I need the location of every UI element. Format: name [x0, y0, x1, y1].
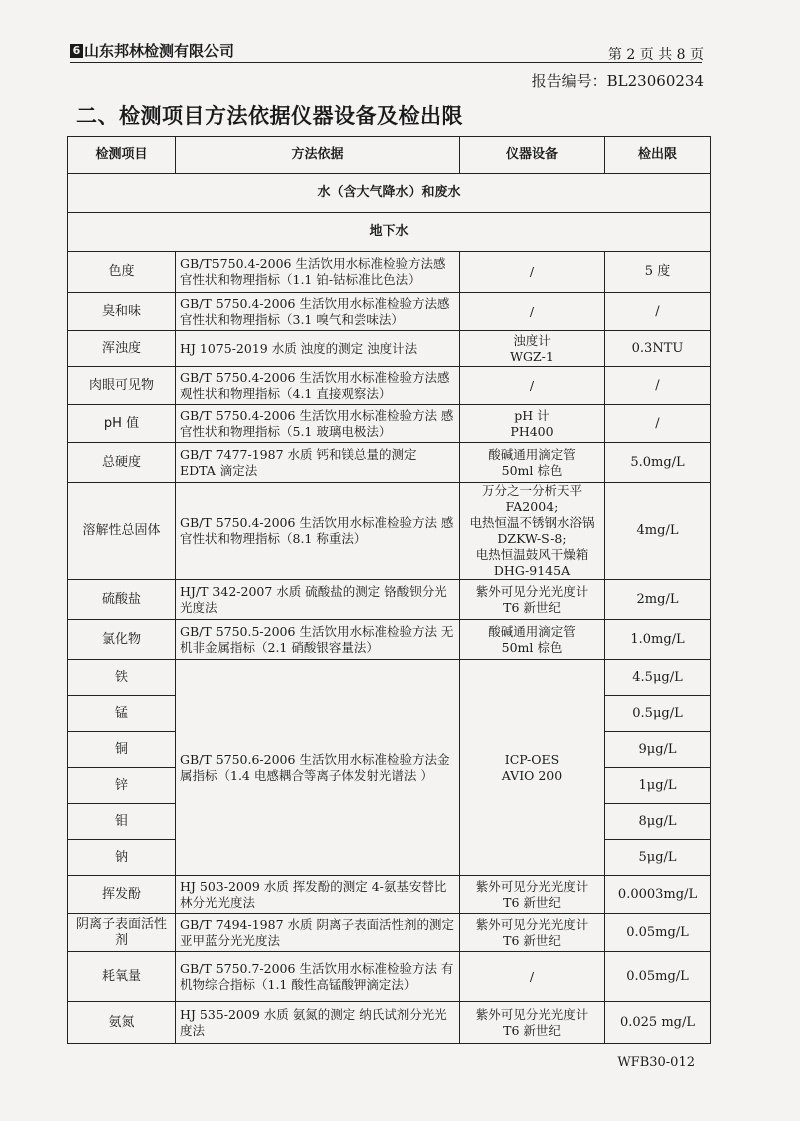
page-indicator: 第 2 页 共 8 页 — [607, 47, 704, 63]
table-row — [68, 367, 711, 405]
category-label: 水（含大气降水）和废水 — [68, 174, 711, 213]
table-row — [68, 331, 711, 367]
item-name: 锰 — [68, 696, 176, 732]
item-name: 阴离子表面活性剂 — [68, 914, 176, 952]
detection-limit: 4.5μg/L — [605, 660, 711, 696]
instrument: / — [460, 293, 605, 331]
detection-limit: 1μg/L — [605, 768, 711, 804]
item-name: pH 值 — [68, 405, 176, 443]
item-name: 硫酸盐 — [68, 580, 176, 620]
table-row — [68, 660, 711, 696]
detection-limit: 0.025 mg/L — [605, 1002, 711, 1044]
table-row — [68, 483, 711, 580]
subcategory-label: 地下水 — [68, 213, 711, 252]
method-basis: GB/T 5750.4-2006 生活饮用水标准检验方法感观性状和物理指标（4.1 直接观察法） — [176, 367, 460, 405]
instrument: 紫外可见分光光度计 T6 新世纪 — [460, 580, 605, 620]
detection-limit: 4mg/L — [605, 483, 711, 580]
detection-limit: 5.0mg/L — [605, 443, 711, 483]
table-row — [68, 443, 711, 483]
method-basis: GB/T 5750.7-2006 生活饮用水标准检验方法 有机物综合指标（1.1 酸性高锰酸钾滴定法） — [176, 952, 460, 1002]
item-name: 肉眼可见物 — [68, 367, 176, 405]
item-name: 氨氮 — [68, 1002, 176, 1044]
item-name: 总硬度 — [68, 443, 176, 483]
detection-limit: 0.0003mg/L — [605, 876, 711, 914]
method-basis: GB/T 5750.4-2006 生活饮用水标准检验方法 感官性状和物理指标（5.1 玻璃电极法） — [176, 405, 460, 443]
column-header: 方法依据 — [176, 137, 460, 174]
item-name: 溶解性总固体 — [68, 483, 176, 580]
method-basis: HJ 535-2009 水质 氨氮的测定 纳氏试剂分光光度法 — [176, 1002, 460, 1044]
table-row — [68, 1002, 711, 1044]
detection-limit: / — [605, 293, 711, 331]
instrument: pH 计 PH400 — [460, 405, 605, 443]
company-logo: 6 — [70, 44, 83, 58]
method-basis: GB/T 5750.4-2006 生活饮用水标准检验方法感官性状和物理指标（3.1 嗅气和尝味法） — [176, 293, 460, 331]
method-basis: HJ 1075-2019 水质 浊度的测定 浊度计法 — [176, 331, 460, 367]
method-basis: GB/T 7477-1987 水质 钙和镁总量的测定 EDTA 滴定法 — [176, 443, 460, 483]
method-basis: GB/T 5750.6-2006 生活饮用水标准检验方法金属指标（1.4 电感耦合等离子体发射光谱法 ） — [176, 660, 460, 876]
table-row — [68, 405, 711, 443]
item-name: 锌 — [68, 768, 176, 804]
instrument: / — [460, 252, 605, 293]
item-name: 钼 — [68, 804, 176, 840]
instrument: 酸碱通用滴定管 50ml 棕色 — [460, 443, 605, 483]
instrument: 紫外可见分光光度计 T6 新世纪 — [460, 914, 605, 952]
instrument: 紫外可见分光光度计 T6 新世纪 — [460, 876, 605, 914]
item-name: 色度 — [68, 252, 176, 293]
method-basis: HJ/T 342-2007 水质 硫酸盐的测定 铬酸钡分光光度法 — [176, 580, 460, 620]
instrument: 浊度计 WGZ-1 — [460, 331, 605, 367]
detection-limit: 2mg/L — [605, 580, 711, 620]
section-title: 二、检测项目方法依据仪器设备及检出限 — [76, 104, 463, 128]
item-name: 铁 — [68, 660, 176, 696]
item-name: 钠 — [68, 840, 176, 876]
table-row — [68, 580, 711, 620]
category-row — [68, 174, 711, 213]
detection-limit: 9μg/L — [605, 732, 711, 768]
instrument: / — [460, 952, 605, 1002]
company-name: 山东邦林检测有限公司 — [84, 42, 235, 60]
column-header: 检测项目 — [68, 137, 176, 174]
form-code: WFB30-012 — [617, 1055, 695, 1070]
detection-limit: 0.05mg/L — [605, 952, 711, 1002]
method-basis: HJ 503-2009 水质 挥发酚的测定 4-氨基安替比林分光光度法 — [176, 876, 460, 914]
item-name: 耗氧量 — [68, 952, 176, 1002]
method-basis: GB/T 7494-1987 水质 阴离子表面活性剂的测定 亚甲蓝分光光度法 — [176, 914, 460, 952]
table-header-row — [68, 137, 711, 174]
method-basis: GB/T 5750.5-2006 生活饮用水标准检验方法 无机非金属指标（2.1 硝酸银容量法） — [176, 620, 460, 660]
detection-limit: 0.05mg/L — [605, 914, 711, 952]
table-row — [68, 252, 711, 293]
report-number: 报告编号：BL23060234 — [531, 72, 704, 90]
table-body — [68, 174, 711, 1044]
item-name: 臭和味 — [68, 293, 176, 331]
instrument: 酸碱通用滴定管 50ml 棕色 — [460, 620, 605, 660]
instrument: 紫外可见分光光度计 T6 新世纪 — [460, 1002, 605, 1044]
table-row — [68, 876, 711, 914]
detection-limit: 1.0mg/L — [605, 620, 711, 660]
instrument: ICP-OES AVIO 200 — [460, 660, 605, 876]
instrument: / — [460, 367, 605, 405]
method-basis: GB/T 5750.4-2006 生活饮用水标准检验方法 感官性状和物理指标（8.1 称重法） — [176, 483, 460, 580]
header-divider — [70, 62, 702, 63]
detection-limit: / — [605, 367, 711, 405]
item-name: 铜 — [68, 732, 176, 768]
item-name: 挥发酚 — [68, 876, 176, 914]
item-name: 氯化物 — [68, 620, 176, 660]
detection-limit: / — [605, 405, 711, 443]
company-header — [70, 40, 234, 61]
detection-limit: 8μg/L — [605, 804, 711, 840]
detection-limit: 5μg/L — [605, 840, 711, 876]
table-row — [68, 914, 711, 952]
method-table — [67, 136, 711, 1044]
item-name: 浑浊度 — [68, 331, 176, 367]
detection-limit: 0.5μg/L — [605, 696, 711, 732]
table-row — [68, 293, 711, 331]
detection-limit: 0.3NTU — [605, 331, 711, 367]
method-basis: GB/T5750.4-2006 生活饮用水标准检验方法感官性状和物理指标（1.1 铂-钴标准比色法） — [176, 252, 460, 293]
column-header: 检出限 — [605, 137, 711, 174]
table-row — [68, 620, 711, 660]
subcategory-row — [68, 213, 711, 252]
detection-limit: 5 度 — [605, 252, 711, 293]
column-header: 仪器设备 — [460, 137, 605, 174]
table-row — [68, 952, 711, 1002]
instrument: 万分之一分析天平 FA2004; 电热恒温不锈钢水浴锅 DZKW-S-8; 电热恒温鼓风干燥箱 DHG-9145A — [460, 483, 605, 580]
